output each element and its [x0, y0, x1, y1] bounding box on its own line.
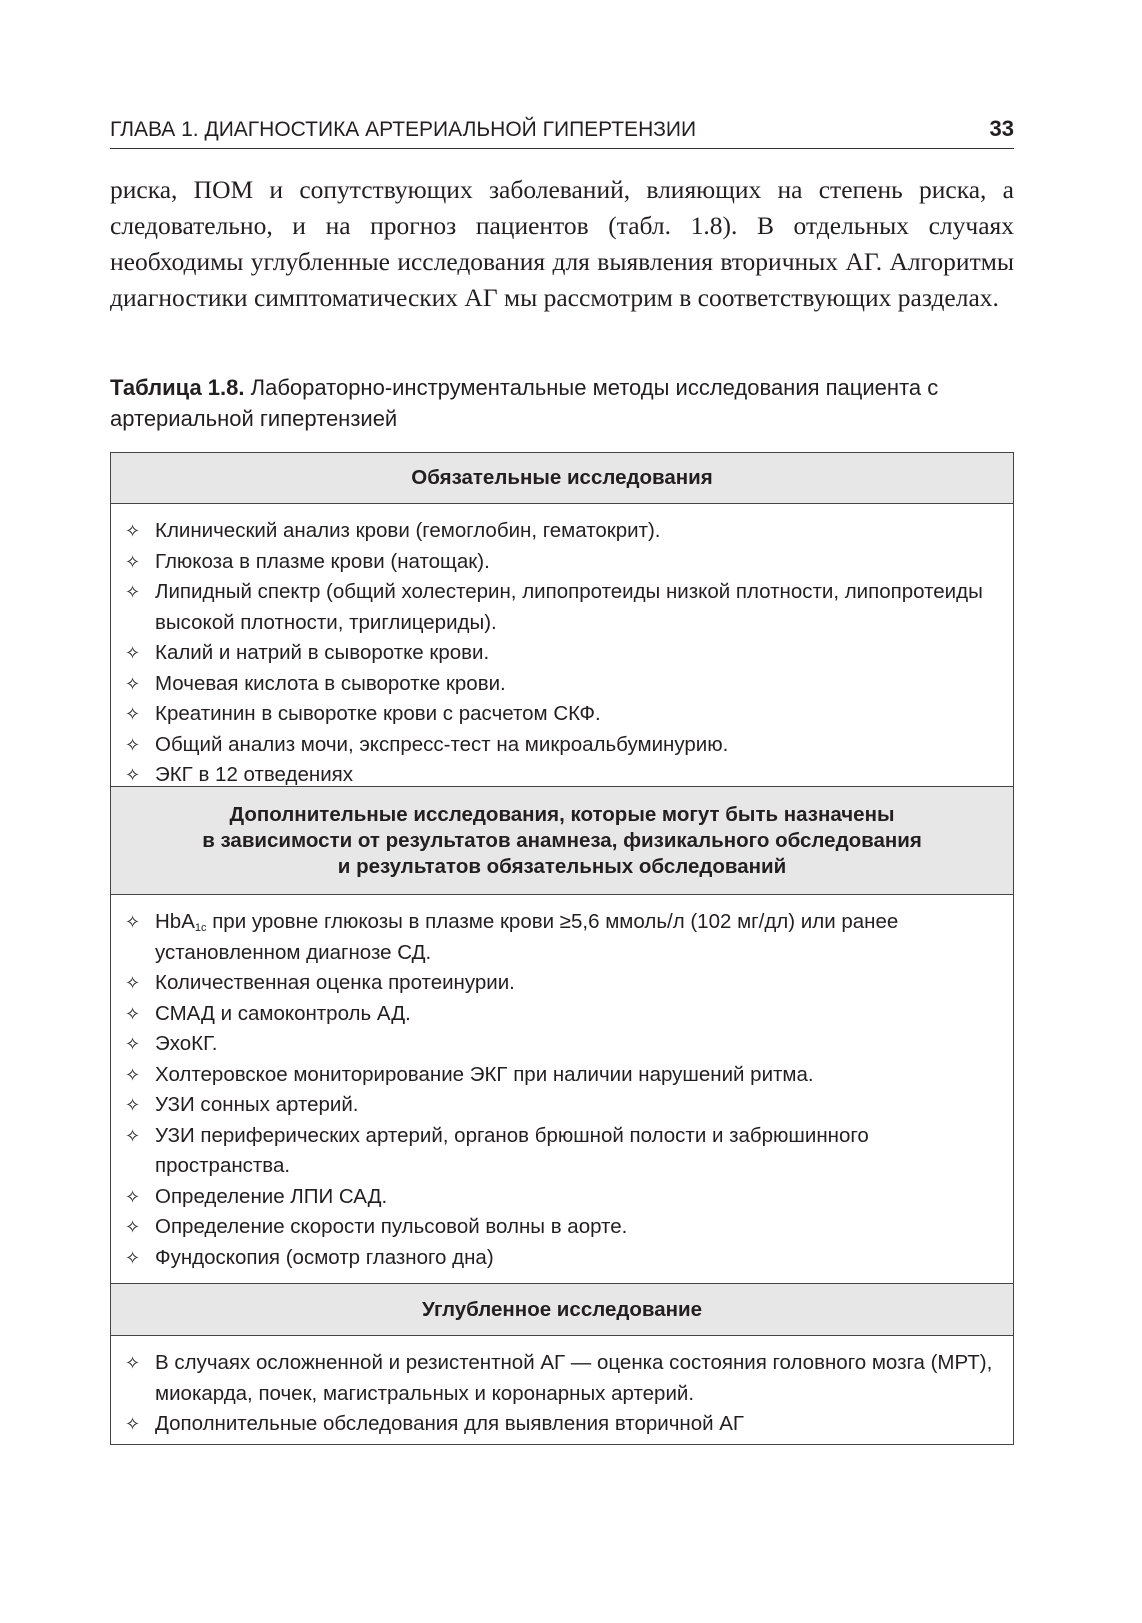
- list-item: [125, 907, 995, 968]
- list-item-text: Клинический анализ крови (гемоглобин, гематокрит).: [155, 519, 661, 542]
- methods-table: [110, 452, 1014, 1445]
- list-item-text: ЭхоКГ.: [155, 1032, 218, 1055]
- section-header-mandatory: [111, 453, 1013, 504]
- section-title-line: Обязательные исследования: [411, 466, 713, 489]
- bullet-icon: ✧: [125, 1217, 141, 1237]
- body-paragraph: риска, ПОМ и сопутствующих заболеваний, влияющих на степень риска, а следовательно, и на прогноз пациентов (табл. 1.8). В отдельных случаях необходимы углубленные исследования для выявления вторичных АГ. Алгоритмы диагностики симптоматических АГ мы рассмотрим в соответствующих разделах.: [110, 175, 1014, 312]
- running-header: [110, 116, 1014, 149]
- bullet-icon: ✧: [125, 1095, 141, 1115]
- hba1c-subscript: 1c: [194, 922, 207, 934]
- list-item-text: Определение ЛПИ САД.: [155, 1184, 388, 1208]
- bullet-icon: ✧: [125, 704, 141, 724]
- section-body-additional: [111, 895, 1013, 1284]
- list-item-text: Калий и натрий в сыворотке крови.: [155, 641, 490, 664]
- list-item: [125, 999, 995, 1030]
- bullet-icon: ✧: [125, 734, 141, 755]
- list-item-text: Дополнительные обследования для выявления вторичной АГ: [155, 1412, 745, 1435]
- list-item-text: СМАД и самоконтроль АД.: [155, 1001, 411, 1025]
- section-title-line: и результатов обязательных обследований: [337, 854, 787, 878]
- list-item: [125, 699, 995, 730]
- section-body-mandatory: [111, 504, 1013, 787]
- list-item-text: Определение скорости пульсовой волны в аорте.: [155, 1215, 628, 1238]
- page-number: 33: [989, 116, 1014, 141]
- list-item: [125, 1182, 995, 1213]
- list-item: [125, 669, 995, 700]
- list-item-text: Холтеровское мониторирование ЭКГ при наличии нарушений ритма.: [155, 1062, 814, 1086]
- bullet-icon: ✧: [125, 673, 141, 694]
- list-item-text: Общий анализ мочи, экспресс-тест на микроальбуминурию.: [155, 732, 729, 756]
- bullet-icon: ✧: [125, 1414, 141, 1434]
- section-title-line: Дополнительные исследования, которые могут быть назначены: [229, 802, 895, 826]
- bullet-icon: ✧: [125, 1125, 141, 1146]
- list-item-text: при уровне глюкозы в плазме крови ≥5,6 ммоль/л (102 мг/дл) или ранее установленном диагнозе СД.: [155, 910, 899, 964]
- list-item-text: Глюкоза в плазме крови (натощак).: [155, 549, 490, 573]
- section-title-line: Углубленное исследование: [421, 1297, 703, 1321]
- table-caption: [110, 372, 1014, 434]
- list-item-text: Фундоскопия (осмотр глазного дна): [155, 1245, 494, 1269]
- list-item-text: Мочевая кислота в сыворотке крови.: [155, 671, 506, 695]
- list-item: [125, 1243, 995, 1274]
- section-header-indepth: [111, 1284, 1013, 1336]
- bullet-icon: ✧: [125, 1247, 141, 1268]
- table-caption-text: Лабораторно-инструментальные методы исследования пациента с артериальной гипертензией: [110, 375, 939, 431]
- list-item: [125, 1121, 995, 1182]
- bullet-icon: ✧: [125, 1186, 141, 1207]
- list-item: [125, 1409, 995, 1440]
- list-item-text: УЗИ периферических артерий, органов брюшной полости и забрюшинного пространства.: [155, 1123, 869, 1177]
- hba1c-prefix: HbA: [155, 910, 195, 933]
- list-item: [125, 1212, 995, 1243]
- list-item: [125, 730, 995, 761]
- list-item: [125, 968, 995, 999]
- list-item: [125, 577, 995, 638]
- section-title-line: в зависимости от результатов анамнеза, физикального обследования: [202, 828, 922, 852]
- list-item-text: Липидный спектр (общий холестерин, липопротеиды низкой плотности, липопротеиды высокой плотности, триглицериды).: [155, 580, 983, 634]
- bullet-icon: ✧: [125, 1064, 141, 1085]
- bullet-icon: ✧: [125, 521, 141, 541]
- list-item: [125, 1060, 995, 1091]
- bullet-icon: ✧: [125, 551, 141, 572]
- section-body-indepth: [111, 1336, 1013, 1444]
- list-item: [125, 516, 995, 547]
- bullet-icon: ✧: [125, 1003, 141, 1024]
- bullet-icon: ✧: [125, 1353, 141, 1373]
- list-item-text: УЗИ сонных артерий.: [155, 1093, 359, 1116]
- bullet-icon: ✧: [125, 765, 141, 785]
- list-item-text: ЭКГ в 12 отведениях: [155, 763, 353, 786]
- list-item-text: Количественная оценка протеинурии.: [155, 971, 515, 994]
- bullet-icon: ✧: [125, 973, 141, 993]
- list-item-text: Креатинин в сыворотке крови с расчетом СКФ.: [155, 702, 601, 725]
- list-item: [125, 1029, 995, 1060]
- list-item-text: В случаях осложненной и резистентной АГ — оценка состояния головного мозга (МРТ), миокарда, почек, магистральных и коронарных артерий.: [155, 1351, 993, 1405]
- bullet-icon: ✧: [125, 1034, 141, 1054]
- list-item: [125, 760, 995, 791]
- bullet-icon: ✧: [125, 912, 141, 932]
- list-item: [125, 547, 995, 578]
- list-item: [125, 638, 995, 669]
- section-header-additional: [111, 787, 1013, 895]
- bullet-icon: ✧: [125, 643, 141, 663]
- chapter-title: ГЛАВА 1. ДИАГНОСТИКА АРТЕРИАЛЬНОЙ ГИПЕРТЕНЗИИ: [110, 118, 697, 141]
- list-item: [125, 1348, 995, 1409]
- list-item: [125, 1090, 995, 1121]
- table-caption-label: Таблица 1.8.: [110, 375, 245, 400]
- bullet-icon: ✧: [125, 582, 141, 602]
